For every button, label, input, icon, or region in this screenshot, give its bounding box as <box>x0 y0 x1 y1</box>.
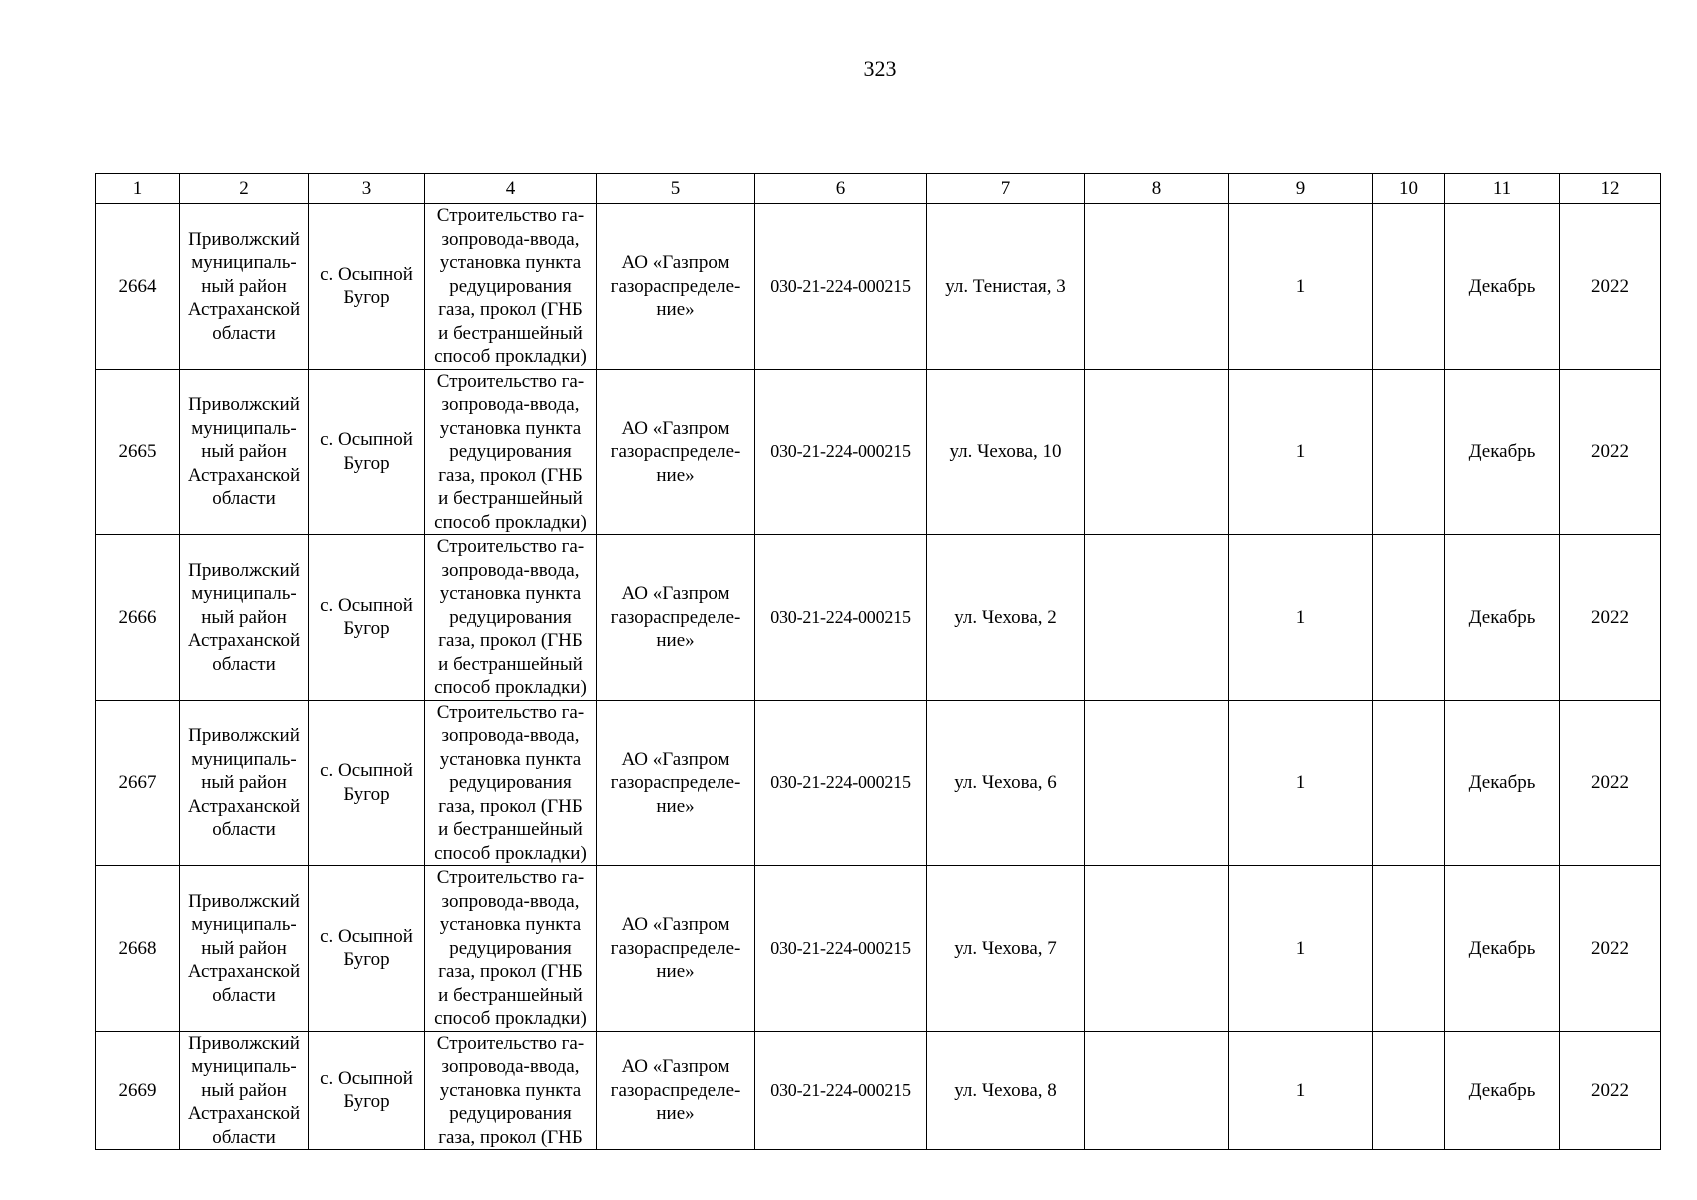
quantity-cell: 1 <box>1229 369 1373 535</box>
column-10-cell <box>1373 866 1445 1032</box>
column-10-cell <box>1373 535 1445 701</box>
table-body <box>96 174 1661 1150</box>
quantity-cell: 1 <box>1229 535 1373 701</box>
quantity-cell: 1 <box>1229 1031 1373 1150</box>
organization-cell: АО «Газпром газораспределе- ние» <box>597 204 755 370</box>
district-cell: Приволжский муниципаль- ный район Астраханской области <box>180 535 309 701</box>
quantity-cell: 1 <box>1229 204 1373 370</box>
object-code-cell: 030-21-224-000215 <box>755 535 927 701</box>
year-cell: 2022 <box>1560 535 1661 701</box>
row-number-cell: 2664 <box>96 204 180 370</box>
address-cell: ул. Чехова, 7 <box>927 866 1085 1032</box>
column-header: 5 <box>597 174 755 204</box>
column-10-cell <box>1373 369 1445 535</box>
year-cell: 2022 <box>1560 369 1661 535</box>
organization-cell: АО «Газпром газораспределе- ние» <box>597 1031 755 1150</box>
address-cell: ул. Чехова, 10 <box>927 369 1085 535</box>
settlement-cell: с. Осыпной Бугор <box>309 369 425 535</box>
organization-cell: АО «Газпром газораспределе- ние» <box>597 535 755 701</box>
works-description-cell: Строительство га- зопровода-ввода, установка пункта редуцирования газа, прокол (ГНБ <box>425 1031 597 1150</box>
page-number: 323 <box>863 56 897 81</box>
table-row <box>96 535 1661 701</box>
column-10-cell <box>1373 204 1445 370</box>
row-number-cell: 2669 <box>96 1031 180 1150</box>
column-header: 11 <box>1445 174 1560 204</box>
address-cell: ул. Чехова, 8 <box>927 1031 1085 1150</box>
year-cell: 2022 <box>1560 866 1661 1032</box>
column-8-cell <box>1085 700 1229 866</box>
quantity-cell: 1 <box>1229 700 1373 866</box>
object-code-cell: 030-21-224-000215 <box>755 700 927 866</box>
organization-cell: АО «Газпром газораспределе- ние» <box>597 700 755 866</box>
table-row <box>96 866 1661 1032</box>
column-8-cell <box>1085 369 1229 535</box>
row-number-cell: 2666 <box>96 535 180 701</box>
object-code-cell: 030-21-224-000215 <box>755 204 927 370</box>
month-cell: Декабрь <box>1445 369 1560 535</box>
year-cell: 2022 <box>1560 204 1661 370</box>
district-cell: Приволжский муниципаль- ный район Астраханской области <box>180 204 309 370</box>
settlement-cell: с. Осыпной Бугор <box>309 700 425 866</box>
column-8-cell <box>1085 535 1229 701</box>
works-description-cell: Строительство га- зопровода-ввода, установка пункта редуцирования газа, прокол (ГНБ и бестраншейный способ прокладки) <box>425 866 597 1032</box>
row-number-cell: 2667 <box>96 700 180 866</box>
year-cell: 2022 <box>1560 700 1661 866</box>
column-10-cell <box>1373 1031 1445 1150</box>
settlement-cell: с. Осыпной Бугор <box>309 535 425 701</box>
month-cell: Декабрь <box>1445 204 1560 370</box>
works-description-cell: Строительство га- зопровода-ввода, установка пункта редуцирования газа, прокол (ГНБ и бестраншейный способ прокладки) <box>425 700 597 866</box>
district-cell: Приволжский муниципаль- ный район Астраханской области <box>180 700 309 866</box>
object-code-cell: 030-21-224-000215 <box>755 1031 927 1150</box>
table-row <box>96 1031 1661 1150</box>
column-header: 4 <box>425 174 597 204</box>
organization-cell: АО «Газпром газораспределе- ние» <box>597 866 755 1032</box>
column-8-cell <box>1085 1031 1229 1150</box>
object-code-cell: 030-21-224-000215 <box>755 369 927 535</box>
works-description-cell: Строительство га- зопровода-ввода, установка пункта редуцирования газа, прокол (ГНБ и бестраншейный способ прокладки) <box>425 369 597 535</box>
row-number-cell: 2665 <box>96 369 180 535</box>
table-row <box>96 700 1661 866</box>
settlement-cell: с. Осыпной Бугор <box>309 204 425 370</box>
column-8-cell <box>1085 866 1229 1032</box>
column-header: 12 <box>1560 174 1661 204</box>
address-cell: ул. Чехова, 2 <box>927 535 1085 701</box>
month-cell: Декабрь <box>1445 535 1560 701</box>
works-description-cell: Строительство га- зопровода-ввода, установка пункта редуцирования газа, прокол (ГНБ и бестраншейный способ прокладки) <box>425 204 597 370</box>
address-cell: ул. Тенистая, 3 <box>927 204 1085 370</box>
month-cell: Декабрь <box>1445 700 1560 866</box>
year-cell: 2022 <box>1560 1031 1661 1150</box>
column-header: 2 <box>180 174 309 204</box>
settlement-cell: с. Осыпной Бугор <box>309 866 425 1032</box>
gas-works-table <box>95 173 1661 1150</box>
month-cell: Декабрь <box>1445 866 1560 1032</box>
object-code-cell: 030-21-224-000215 <box>755 866 927 1032</box>
month-cell: Декабрь <box>1445 1031 1560 1150</box>
quantity-cell: 1 <box>1229 866 1373 1032</box>
column-header: 9 <box>1229 174 1373 204</box>
column-header: 8 <box>1085 174 1229 204</box>
column-header: 6 <box>755 174 927 204</box>
column-header: 7 <box>927 174 1085 204</box>
column-header: 10 <box>1373 174 1445 204</box>
district-cell: Приволжский муниципаль- ный район Астраханской области <box>180 1031 309 1150</box>
works-description-cell: Строительство га- зопровода-ввода, установка пункта редуцирования газа, прокол (ГНБ и бестраншейный способ прокладки) <box>425 535 597 701</box>
district-cell: Приволжский муниципаль- ный район Астраханской области <box>180 866 309 1032</box>
organization-cell: АО «Газпром газораспределе- ние» <box>597 369 755 535</box>
table-row <box>96 369 1661 535</box>
column-number-row <box>96 174 1661 204</box>
gas-works-table-container <box>95 173 1661 1150</box>
address-cell: ул. Чехова, 6 <box>927 700 1085 866</box>
table-row <box>96 204 1661 370</box>
column-header: 1 <box>96 174 180 204</box>
column-10-cell <box>1373 700 1445 866</box>
row-number-cell: 2668 <box>96 866 180 1032</box>
column-8-cell <box>1085 204 1229 370</box>
district-cell: Приволжский муниципаль- ный район Астраханской области <box>180 369 309 535</box>
column-header: 3 <box>309 174 425 204</box>
settlement-cell: с. Осыпной Бугор <box>309 1031 425 1150</box>
